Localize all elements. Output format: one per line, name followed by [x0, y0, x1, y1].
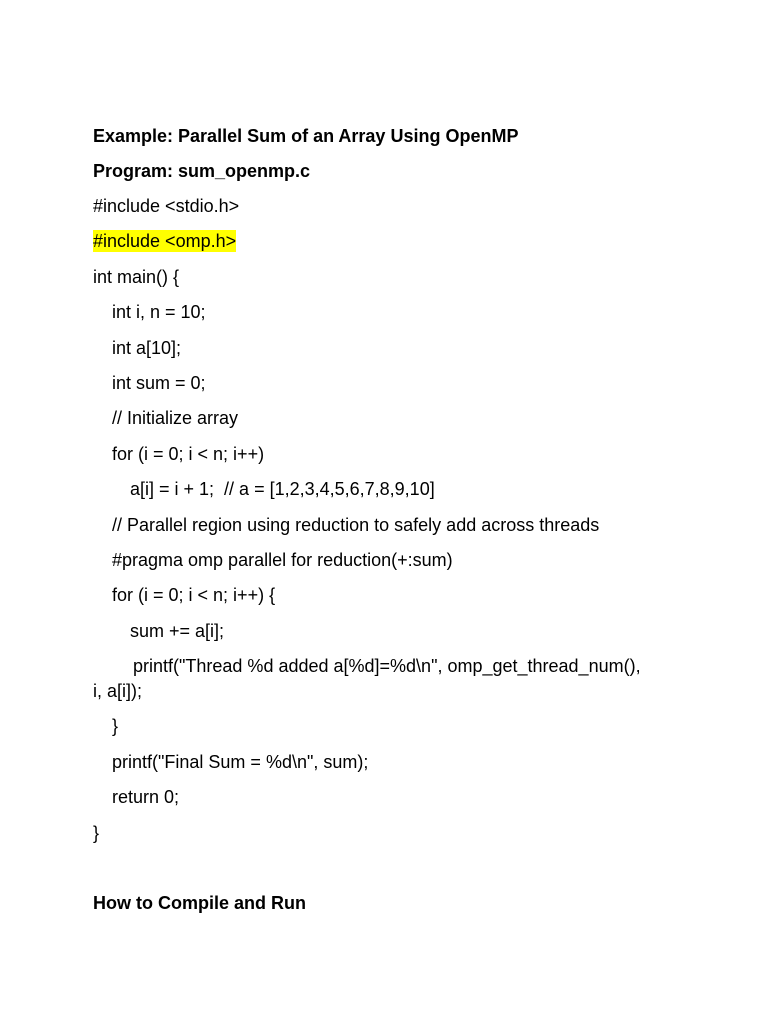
code-line-for-sum: for (i = 0; i < n; i++) { [112, 585, 276, 605]
code-line-close-main: } [93, 823, 100, 843]
code-line-pragma: #pragma omp parallel for reduction(+:sum) [112, 550, 453, 570]
code-line-declare-i-n: int i, n = 10; [112, 302, 206, 322]
code-line-for-init: for (i = 0; i < n; i++) [112, 444, 265, 464]
code-line-include-omp-highlighted: #include <omp.h> [93, 231, 237, 251]
code-line-declare-sum: int sum = 0; [112, 373, 206, 393]
code-line-printf-final: printf("Final Sum = %d\n", sum); [112, 752, 369, 772]
code-line-main: int main() { [93, 267, 180, 287]
code-line-printf-thread: printf("Thread %d added a[%d]=%d\n", omp_get_thread_num(), [133, 656, 641, 676]
code-line-include-stdio: #include <stdio.h> [93, 196, 240, 216]
code-line-sum-add: sum += a[i]; [130, 621, 225, 641]
example-heading: Example: Parallel Sum of an Array Using OpenMP [93, 126, 519, 146]
code-line-printf-thread-continued: i, a[i]); [93, 681, 143, 701]
code-line-return: return 0; [112, 787, 180, 807]
code-line-comment-init: // Initialize array [112, 408, 239, 428]
program-heading: Program: sum_openmp.c [93, 161, 311, 181]
compile-heading: How to Compile and Run [93, 893, 306, 913]
code-line-declare-array: int a[10]; [112, 338, 182, 358]
code-line-assign-array: a[i] = i + 1; // a = [1,2,3,4,5,6,7,8,9,10] [130, 479, 435, 499]
code-line-close-for: } [112, 716, 119, 736]
code-line-comment-parallel: // Parallel region using reduction to safely add across threads [112, 515, 600, 535]
